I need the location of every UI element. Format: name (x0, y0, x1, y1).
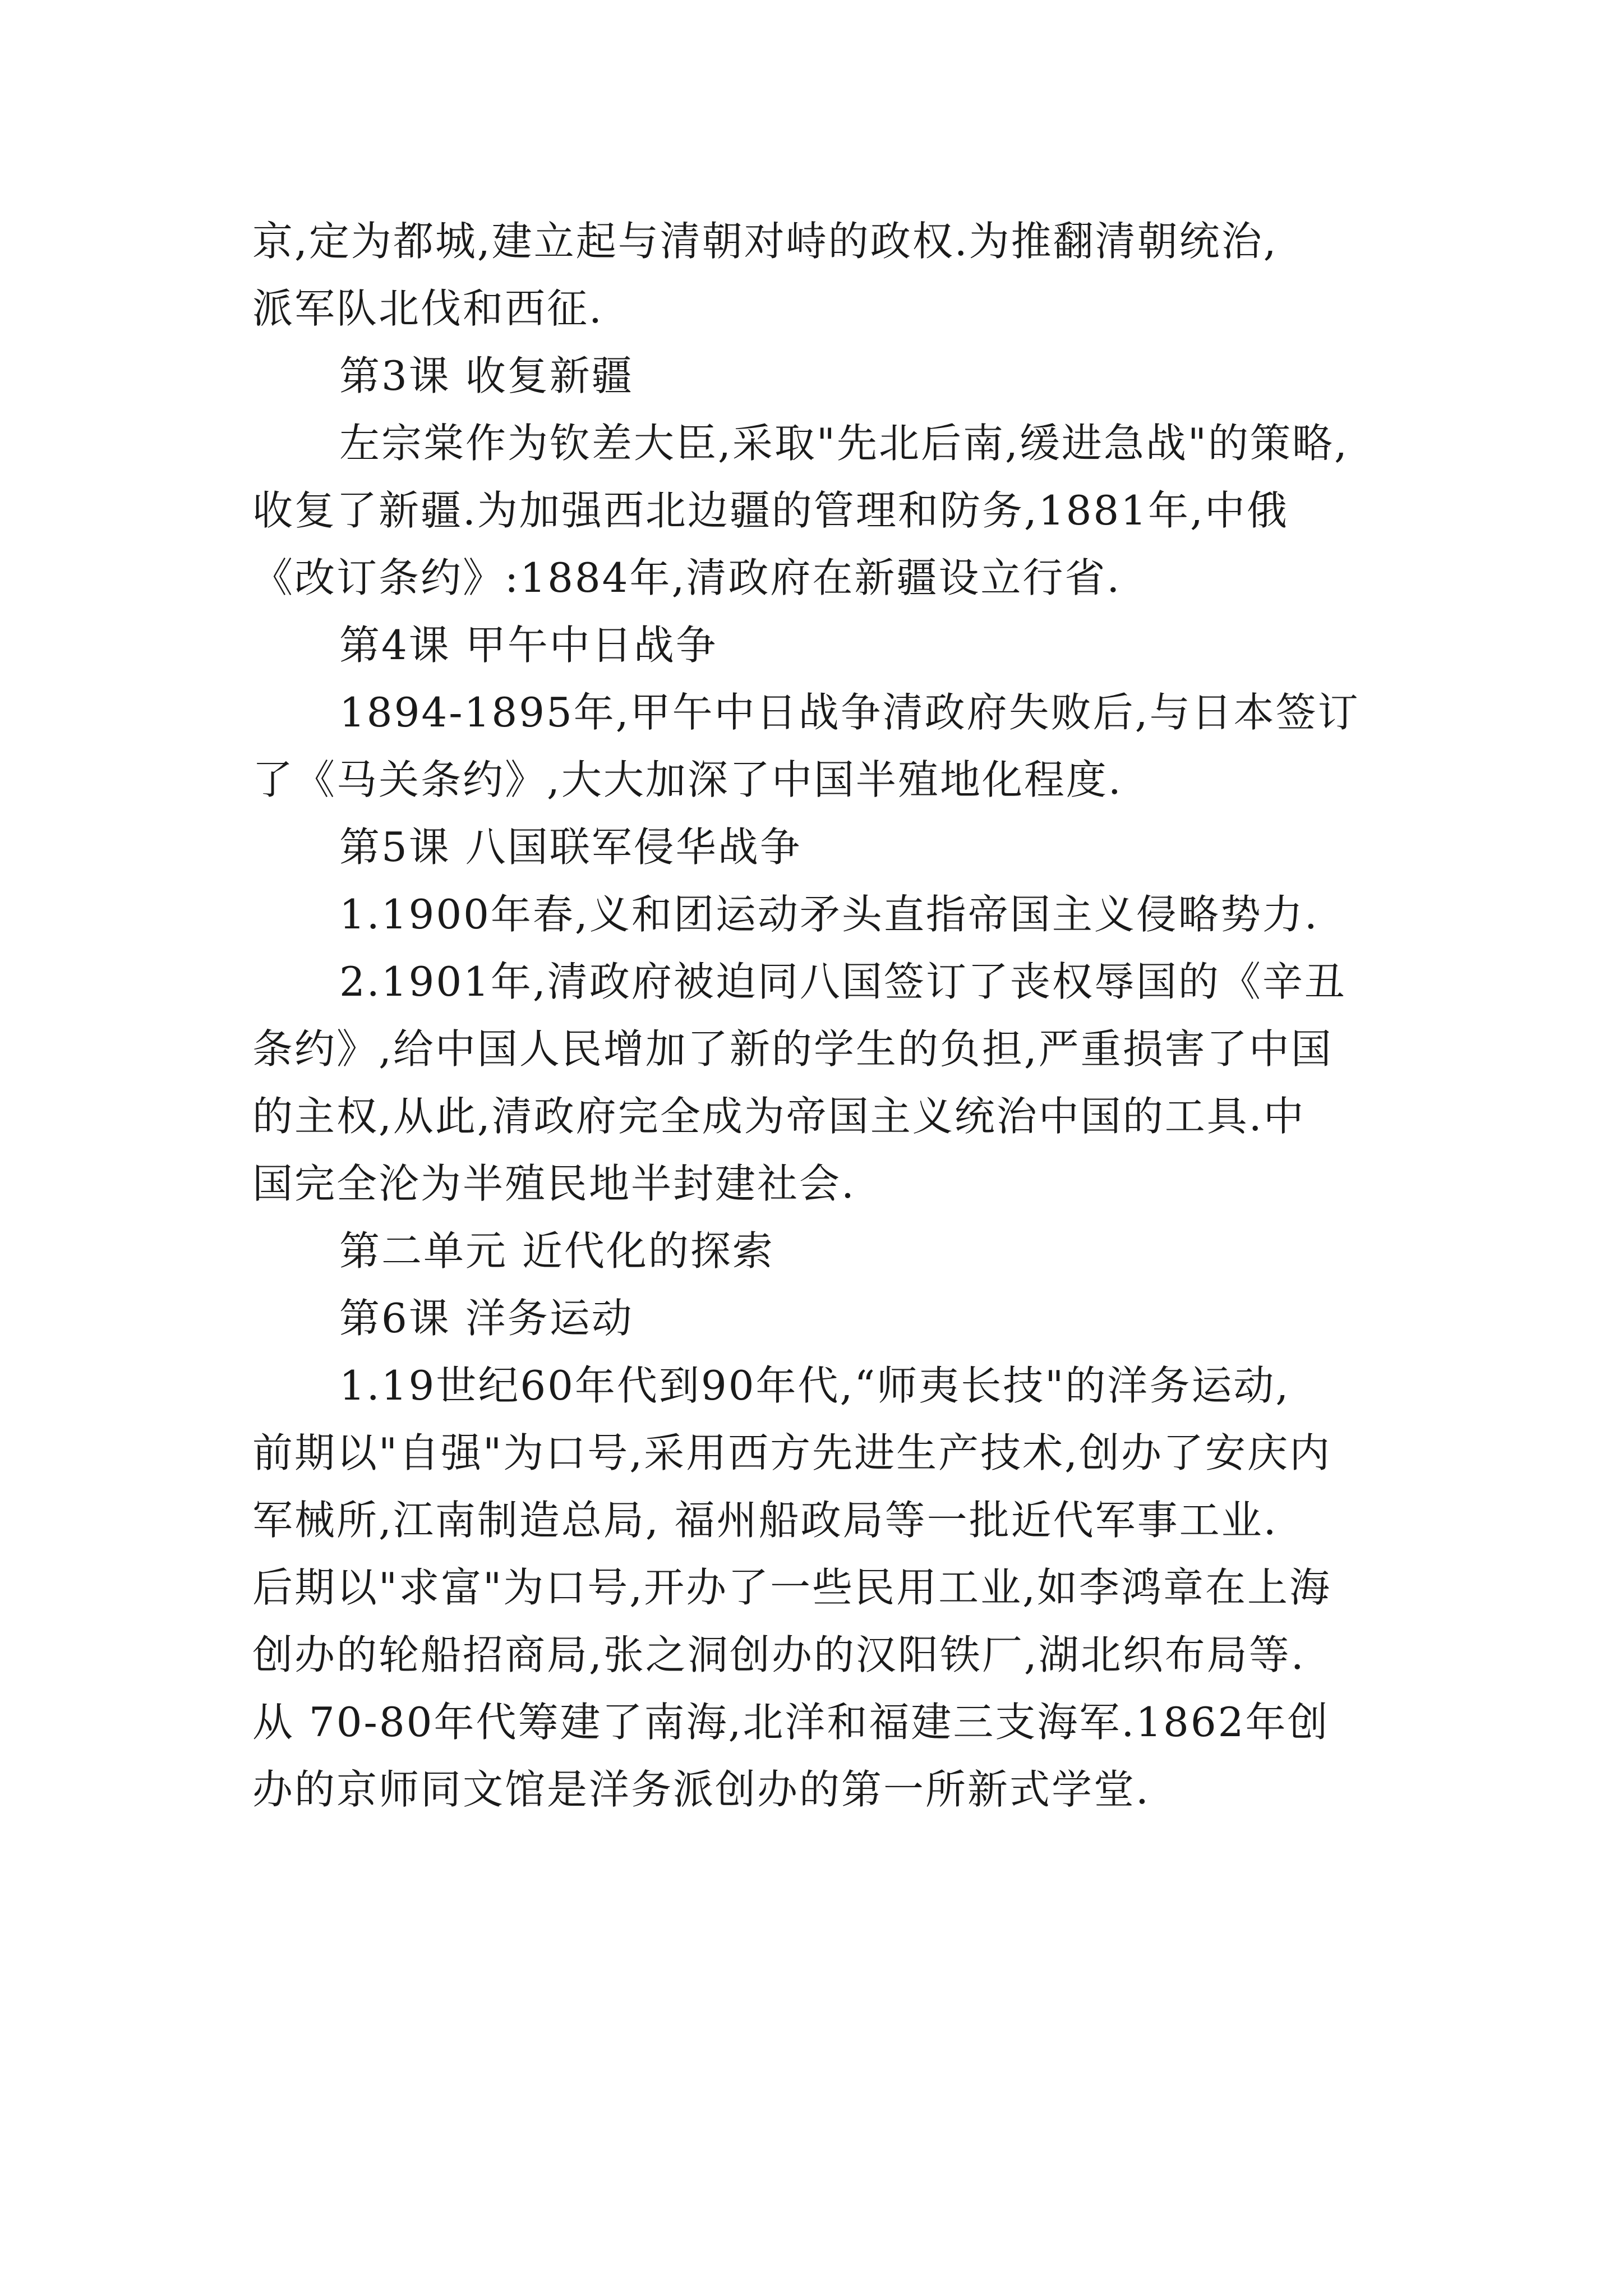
unit-2-heading: 第二单元 近代化的探索 (339, 1227, 774, 1274)
text-line-5: 收复了新疆.为加强西北边疆的管理和防务,1881年,中俄 (252, 487, 1289, 534)
text-line-11: 1.1900年春,义和团运动矛头直指帝国主义侵略势力. (339, 891, 1319, 938)
text-line-22: 创办的轮船招商局,张之洞创办的汉阳铁厂,湖北织布局等. (252, 1631, 1306, 1678)
text-line-12: 2.1901年,清政府被迫同八国签订了丧权辱国的《辛丑 (339, 958, 1347, 1005)
text-line-4: 左宗棠作为钦差大臣,采取"先北后南,缓进急战"的策略, (339, 420, 1349, 467)
lesson-6-heading: 第6课 洋务运动 (339, 1295, 634, 1342)
text-line-6: 《改订条约》:1884年,清政府在新疆设立行省. (252, 554, 1122, 601)
text-line-20: 军械所,江南制造总局, 福州船政局等一批近代军事工业. (252, 1497, 1278, 1544)
text-line-1: 京,定为都城,建立起与清朝对峙的政权.为推翻清朝统治, (252, 218, 1278, 265)
document-page (252, 208, 1385, 1823)
text-line-24: 办的京师同文馆是洋务派创办的第一所新式学堂. (252, 1766, 1150, 1813)
text-line-15: 国完全沦为半殖民地半封建社会. (252, 1160, 856, 1207)
text-line-13: 条约》,给中国人民增加了新的学生的负担,严重损害了中国 (252, 1025, 1333, 1073)
text-line-2: 派军队北伐和西征. (252, 285, 603, 332)
lesson-5-heading: 第5课 八国联军侵华战争 (339, 823, 802, 871)
text-line-19: 前期以"自强"为口号,采用西方先进生产技术,创办了安庆内 (252, 1429, 1332, 1476)
text-line-9: 了《马关条约》,大大加深了中国半殖地化程度. (252, 756, 1123, 803)
lesson-4-heading: 第4课 甲午中日战争 (339, 622, 718, 669)
text-line-21: 后期以"求富"为口号,开办了一些民用工业,如李鸿章在上海 (252, 1564, 1332, 1611)
text-line-8: 1894-1895年,甲午中日战争清政府失败后,与日本签订 (339, 689, 1360, 736)
lesson-3-heading: 第3课 收复新疆 (339, 352, 634, 399)
text-line-23: 从 70-80年代筹建了南海,北洋和福建三支海军.1862年创 (252, 1699, 1330, 1746)
text-line-14: 的主权,从此,清政府完全成为帝国主义统治中国的工具.中 (252, 1093, 1306, 1140)
text-line-18: 1.19世纪60年代到90年代,“师夷长技"的洋务运动, (339, 1362, 1290, 1409)
